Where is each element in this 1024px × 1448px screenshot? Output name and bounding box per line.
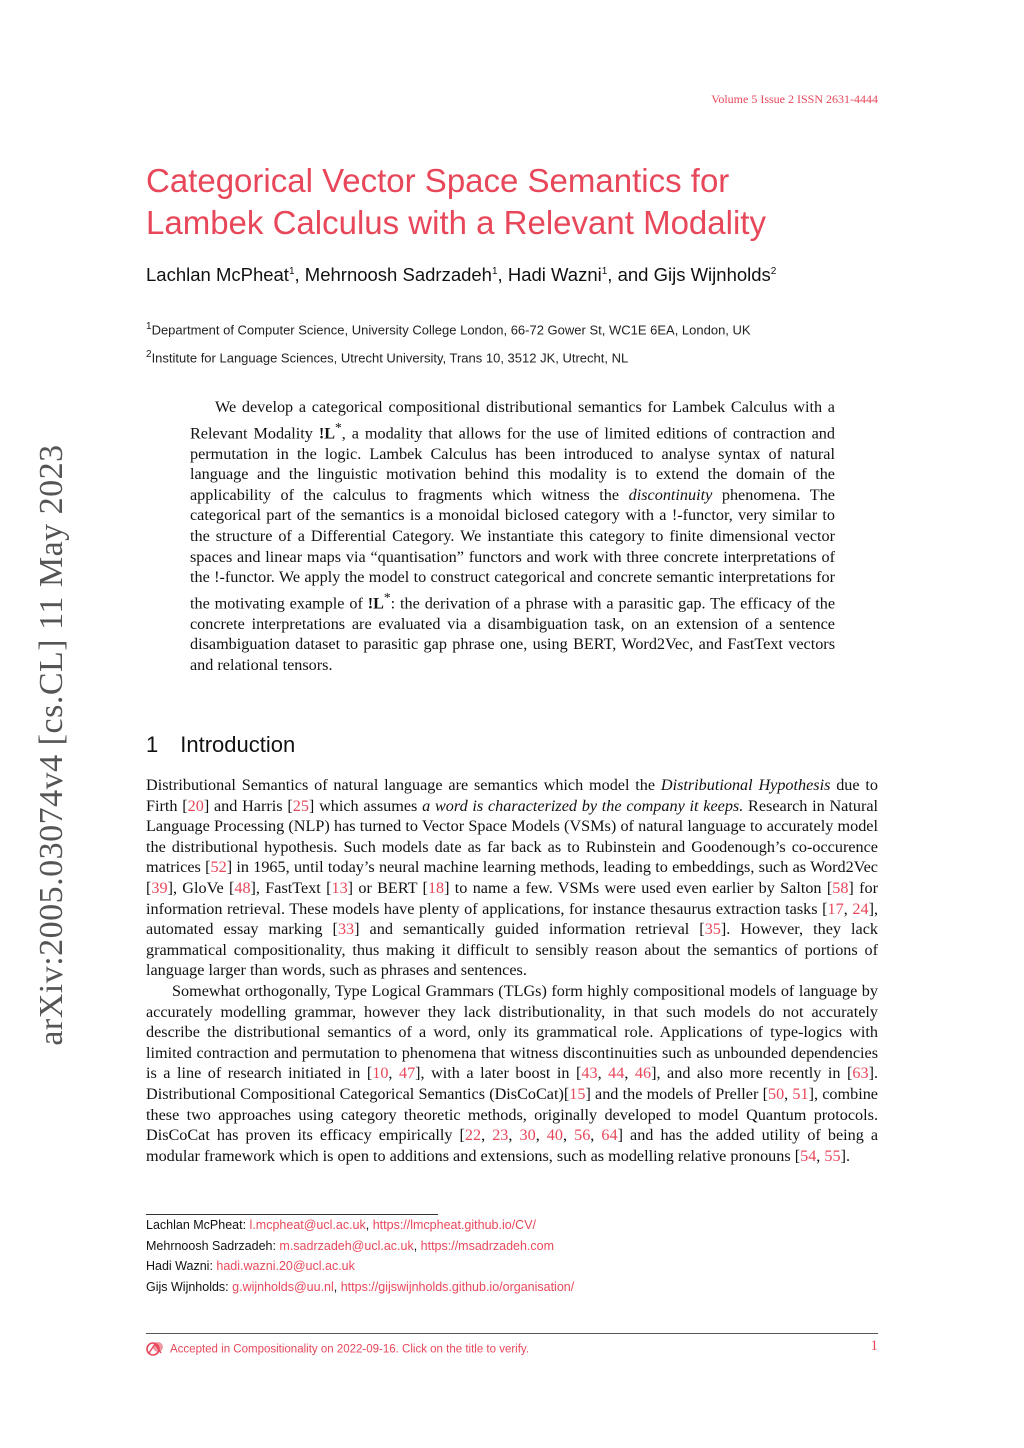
author-footnote: Gijs Wijnholds: g.wijnholds@uu.nl, https://gijswijnholds.github.io/organisation/ xyxy=(146,1279,575,1294)
accepted-link[interactable]: Accepted in Compositionality on 2022-09-16. Click on the title to verify. xyxy=(170,1343,530,1356)
homepage-link[interactable]: https://msadrzadeh.com xyxy=(420,1238,555,1253)
citation-link[interactable]: 10 xyxy=(372,1064,389,1083)
citation-link[interactable]: 17 xyxy=(827,899,844,918)
author-footnote: Hadi Wazni: hadi.wazni.20@ucl.ac.uk xyxy=(146,1259,355,1273)
citation-link[interactable]: 22 xyxy=(464,1126,482,1145)
affiliations xyxy=(146,314,751,371)
arxiv-sidebar xyxy=(28,440,76,1050)
citation-link[interactable]: 52 xyxy=(210,858,227,877)
citation-link[interactable]: 25 xyxy=(292,796,309,815)
paragraph: Somewhat orthogonally, Type Logical Grammars (TLGs) form highly compositional models of language by accurately modelling grammar, however they lack distributionality, in that such models do not accurately describe the distributional semantics of a word, only its grammatical role. Applications of type-logics with limited contraction and permutation to phenomena that witness discontinuities such as unbounded dependencies is a line of research initiated in [10, 47], with a later boost in [43, 44, 46], and also more recently in [63]. Distributional Compositional Categorical Semantics (DisCoCat)[15] and the models of Preller [50, 51], combine these two approaches using category theoretic methods, originally developed to model Quantum protocols. DisCoCat has proven its efficacy empirically [22, 23, 30, 40, 56, 64] and has the added utility of being a modular framework which is open to additions and extensions, such as modelling relative pronouns [54, 55]. xyxy=(146,981,879,1165)
affiliation-marker: 2 xyxy=(770,265,777,277)
author-footnote: Mehrnoosh Sadrzadeh: m.sadrzadeh@ucl.ac.uk, https://msadrzadeh.com xyxy=(146,1238,555,1253)
citation-link[interactable]: 24 xyxy=(852,899,869,918)
citation-link[interactable]: 50 xyxy=(767,1084,785,1103)
citation-link[interactable]: 30 xyxy=(519,1126,536,1145)
email-link[interactable]: g.wijnholds@uu.nl xyxy=(232,1279,334,1294)
author-name: Hadi Wazni xyxy=(507,264,602,285)
citation-link[interactable]: 54 xyxy=(800,1146,817,1165)
body-text xyxy=(146,775,878,1166)
citation-link[interactable]: 55 xyxy=(824,1146,841,1165)
citation-link[interactable]: 63 xyxy=(852,1064,869,1083)
citation-link[interactable]: 40 xyxy=(546,1126,563,1145)
homepage-link[interactable]: https://lmcpheat.github.io/CV/ xyxy=(372,1218,536,1232)
citation-link[interactable]: 51 xyxy=(792,1084,809,1103)
section-number: 1 xyxy=(146,732,159,757)
citation-link[interactable]: 56 xyxy=(574,1126,591,1145)
compositionality-logo-icon xyxy=(146,1340,166,1359)
citation-link[interactable]: 15 xyxy=(569,1084,586,1103)
footer xyxy=(146,1340,878,1359)
paper-title[interactable] xyxy=(146,160,886,244)
citation-link[interactable]: 23 xyxy=(492,1126,509,1145)
footer-divider xyxy=(146,1333,878,1334)
email-link[interactable]: m.sadrzadeh@ucl.ac.uk xyxy=(279,1238,414,1253)
arxiv-id[interactable]: arXiv:2005.03074v4 [cs.CL] 11 May 2023 xyxy=(33,444,70,1046)
citation-link[interactable]: 64 xyxy=(601,1126,618,1145)
journal-volume: Volume 5 Issue 2 ISSN 2631-4444 xyxy=(711,92,878,106)
author-name: Gijs Wijnholds xyxy=(653,264,771,285)
affiliation: $^2$Institute for Language Sciences, Utrecht University, Trans 10, 3512 JK, Utrecht, NL xyxy=(146,349,629,366)
citation-link[interactable]: 44 xyxy=(608,1064,625,1083)
citation-link[interactable]: 35 xyxy=(704,920,721,939)
citation-link[interactable]: 48 xyxy=(234,878,251,897)
abstract xyxy=(190,397,835,676)
citation-link[interactable]: 46 xyxy=(634,1064,652,1083)
affiliation-marker: 1 xyxy=(601,265,608,277)
email-link[interactable]: l.mcpheat@ucl.ac.uk xyxy=(249,1218,366,1232)
author-name: Lachlan McPheat xyxy=(146,264,289,285)
title-line-1: Categorical Vector Space Semantics for xyxy=(146,162,730,199)
page-number: 1 xyxy=(870,1338,878,1354)
section-title: Introduction xyxy=(180,732,296,757)
author-list: Lachlan McPheat$^1$, Mehrnoosh Sadrzadeh$^1$, Hadi Wazni$^1$, and Gijs Wijnholds$^2$ xyxy=(146,264,777,285)
citation-link[interactable]: 47 xyxy=(398,1064,416,1083)
title-line-2: Lambek Calculus with a Relevant Modality xyxy=(146,204,766,241)
citation-link[interactable]: 20 xyxy=(187,796,204,815)
citation-link[interactable]: 58 xyxy=(832,878,849,897)
section-heading xyxy=(146,732,295,758)
homepage-link[interactable]: https://gijswijnholds.github.io/organisation/ xyxy=(340,1279,575,1294)
citation-link[interactable]: 39 xyxy=(151,878,168,897)
author-footnotes xyxy=(146,1215,574,1297)
paragraph: Distributional Semantics of natural language are semantics which model the Distributional Hypothesis due to Firth [20] and Harris [25] which assumes a word is characterized by the company it keeps. Research in Natural Language Processing (NLP) has turned to Vector Space Models (VSMs) of natural language to accurately model the distributional hypothesis. Such models date as far back as to Rubinstein and Goodenough’s co-occurence matrices [52] in 1965, until today’s neural machine learning methods, leading to embeddings, such as Word2Vec [39], GloVe [48], FastText [13] or BERT [18] to name a few. VSMs were used even earlier by Salton [58] for information retrieval. These models have plenty of applications, for instance thesaurus extraction tasks [17, 24], automated essay marking [33] and semantically guided information retrieval [35]. However, they lack grammatical compositionality, thus making it difficult to sensibly reason about the semantics of portions of language larger than words, such as phrases and sentences. xyxy=(146,776,879,980)
affiliation-marker: 1 xyxy=(288,265,295,277)
citation-link[interactable]: 33 xyxy=(337,920,355,939)
citation-link[interactable]: 18 xyxy=(427,878,445,897)
email-link[interactable]: hadi.wazni.20@ucl.ac.uk xyxy=(216,1259,355,1273)
citation-link[interactable]: 13 xyxy=(331,878,348,897)
abstract-text: We develop a categorical compositional distributional semantics for Lambek Calculus with a Relevant Modality !L*, a modality that allows for the use of limited editions of contraction and permutation in the logic. Lambek Calculus has been introduced to analyse syntax of natural language and the linguistic motivation behind this modality is to extend the domain of the applicability of the calculus to fragments which witness the discontinuity phenomena. The categorical part of the semantics is a monoidal biclosed category with a !-functor, very similar to the structure of a Differential Category. We instantiate this category to finite dimensional vector spaces and linear maps via “quantisation” functors and work with three concrete interpretations of the !-functor. We apply the model to construct categorical and concrete semantic interpretations for the motivating example of !L*: the derivation of a phrase with a parasitic gap. The efficacy of the concrete interpretations are evaluated via a disambiguation task, on an extension of a sentence disambiguation dataset to parasitic gap phrase one, using BERT, Word2Vec, and FastText vectors and relational tensors. xyxy=(190,398,836,674)
citation-link[interactable]: 43 xyxy=(581,1064,598,1083)
affiliation-marker: 1 xyxy=(491,265,498,277)
author-name: Mehrnoosh Sadrzadeh xyxy=(304,264,492,285)
author-footnote: Lachlan McPheat: l.mcpheat@ucl.ac.uk, https://lmcpheat.github.io/CV/ xyxy=(146,1218,536,1232)
affiliation: $^1$Department of Computer Science, University College London, 66-72 Gower St, WC1E 6EA, London, UK xyxy=(146,321,751,338)
